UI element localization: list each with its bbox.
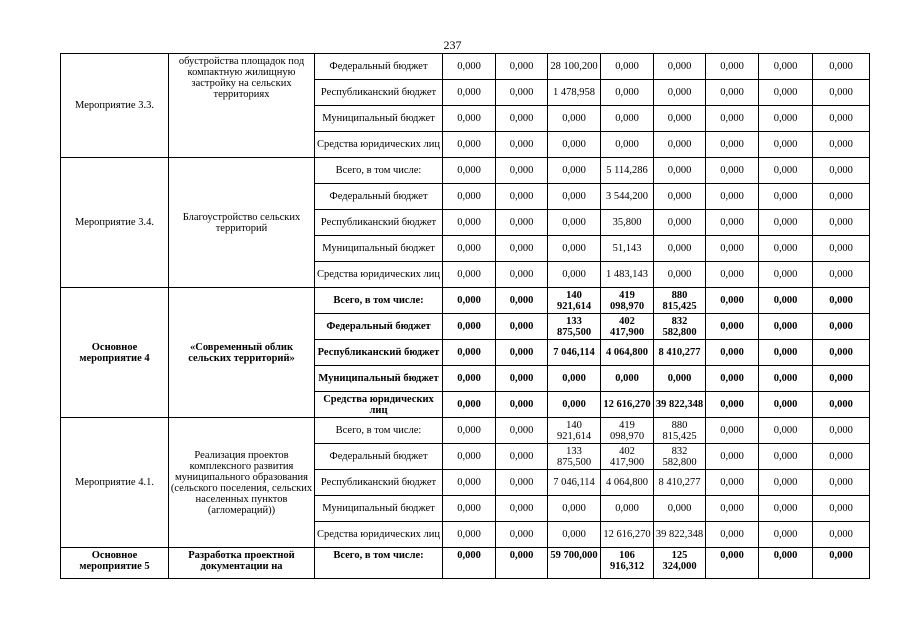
amount-cell: 140 921,614: [548, 288, 601, 314]
funding-source: Республиканский бюджет: [315, 470, 443, 496]
amount-cell: 0,000: [813, 418, 870, 444]
funding-source: Всего, в том числе:: [315, 158, 443, 184]
measure-description: Реализация проектов комплексного развития муниципального образования (сельского поселения, сельских населенных пунктов (агломераций)): [169, 418, 315, 548]
amount-cell: 0,000: [706, 392, 759, 418]
amount-cell: 8 410,277: [654, 470, 706, 496]
funding-source: Федеральный бюджет: [315, 314, 443, 340]
amount-cell: 0,000: [443, 184, 496, 210]
measure-description: Благоустройство сельских территорий: [169, 158, 315, 288]
amount-cell: 0,000: [654, 236, 706, 262]
funding-source: Федеральный бюджет: [315, 184, 443, 210]
amount-cell: 39 822,348: [654, 522, 706, 548]
amount-cell: 106 916,312: [601, 548, 654, 579]
amount-cell: 28 100,200: [548, 54, 601, 80]
amount-cell: 0,000: [496, 210, 548, 236]
amount-cell: 0,000: [759, 314, 813, 340]
measure-description: обустройства площадок под компактную жилищную застройку на сельских территориях: [169, 54, 315, 158]
amount-cell: 35,800: [601, 210, 654, 236]
amount-cell: 0,000: [496, 444, 548, 470]
amount-cell: 0,000: [759, 80, 813, 106]
amount-cell: 0,000: [706, 106, 759, 132]
amount-cell: 832 582,800: [654, 314, 706, 340]
amount-cell: 12 616,270: [601, 392, 654, 418]
amount-cell: 0,000: [706, 132, 759, 158]
amount-cell: 0,000: [759, 158, 813, 184]
amount-cell: 0,000: [548, 366, 601, 392]
amount-cell: 0,000: [706, 418, 759, 444]
amount-cell: 0,000: [759, 418, 813, 444]
amount-cell: 4 064,800: [601, 470, 654, 496]
amount-cell: 0,000: [548, 496, 601, 522]
funding-source: Всего, в том числе:: [315, 418, 443, 444]
amount-cell: 0,000: [654, 132, 706, 158]
amount-cell: 5 114,286: [601, 158, 654, 184]
amount-cell: 0,000: [443, 496, 496, 522]
page-number: 237: [443, 38, 462, 52]
amount-cell: 7 046,114: [548, 340, 601, 366]
amount-cell: 0,000: [443, 366, 496, 392]
amount-cell: 832 582,800: [654, 444, 706, 470]
amount-cell: 8 410,277: [654, 340, 706, 366]
amount-cell: 0,000: [548, 158, 601, 184]
amount-cell: 0,000: [601, 496, 654, 522]
amount-cell: 0,000: [759, 470, 813, 496]
measure-name: Основное мероприятие 5: [61, 548, 169, 579]
amount-cell: 0,000: [759, 548, 813, 579]
amount-cell: 0,000: [443, 340, 496, 366]
amount-cell: 0,000: [813, 236, 870, 262]
amount-cell: 0,000: [496, 366, 548, 392]
amount-cell: 0,000: [706, 548, 759, 579]
amount-cell: 0,000: [548, 106, 601, 132]
amount-cell: 0,000: [443, 80, 496, 106]
amount-cell: 0,000: [759, 106, 813, 132]
amount-cell: 0,000: [813, 496, 870, 522]
amount-cell: 0,000: [601, 132, 654, 158]
amount-cell: 0,000: [443, 54, 496, 80]
amount-cell: 7 046,114: [548, 470, 601, 496]
amount-cell: 0,000: [548, 236, 601, 262]
measure-description: «Современный облик сельских территорий»: [169, 288, 315, 418]
amount-cell: 0,000: [813, 366, 870, 392]
amount-cell: 0,000: [706, 366, 759, 392]
amount-cell: 0,000: [706, 470, 759, 496]
amount-cell: 140 921,614: [548, 418, 601, 444]
amount-cell: 0,000: [496, 262, 548, 288]
amount-cell: 0,000: [759, 522, 813, 548]
amount-cell: 0,000: [443, 314, 496, 340]
amount-cell: 0,000: [706, 158, 759, 184]
amount-cell: 0,000: [496, 340, 548, 366]
amount-cell: 0,000: [706, 496, 759, 522]
amount-cell: 0,000: [813, 548, 870, 579]
amount-cell: 0,000: [759, 132, 813, 158]
funding-source: Муниципальный бюджет: [315, 366, 443, 392]
amount-cell: 0,000: [759, 210, 813, 236]
amount-cell: 3 544,200: [601, 184, 654, 210]
amount-cell: 125 324,000: [654, 548, 706, 579]
amount-cell: 0,000: [813, 262, 870, 288]
amount-cell: 0,000: [496, 54, 548, 80]
amount-cell: 0,000: [813, 54, 870, 80]
amount-cell: 0,000: [706, 54, 759, 80]
amount-cell: 0,000: [654, 366, 706, 392]
amount-cell: 0,000: [496, 418, 548, 444]
amount-cell: 0,000: [706, 288, 759, 314]
amount-cell: 0,000: [654, 184, 706, 210]
amount-cell: 0,000: [548, 522, 601, 548]
amount-cell: 0,000: [601, 366, 654, 392]
amount-cell: 0,000: [759, 366, 813, 392]
amount-cell: 0,000: [654, 106, 706, 132]
amount-cell: 0,000: [496, 106, 548, 132]
amount-cell: 402 417,900: [601, 314, 654, 340]
amount-cell: 0,000: [443, 444, 496, 470]
amount-cell: 0,000: [443, 470, 496, 496]
amount-cell: 0,000: [496, 288, 548, 314]
funding-source: Муниципальный бюджет: [315, 496, 443, 522]
amount-cell: 0,000: [759, 262, 813, 288]
amount-cell: 0,000: [654, 54, 706, 80]
funding-source: Федеральный бюджет: [315, 444, 443, 470]
amount-cell: 0,000: [654, 80, 706, 106]
amount-cell: 0,000: [759, 288, 813, 314]
amount-cell: 0,000: [706, 444, 759, 470]
amount-cell: 0,000: [601, 80, 654, 106]
funding-source: Всего, в том числе:: [315, 288, 443, 314]
amount-cell: 0,000: [813, 106, 870, 132]
amount-cell: 419 098,970: [601, 288, 654, 314]
table-row: [61, 418, 870, 444]
funding-source: Федеральный бюджет: [315, 54, 443, 80]
amount-cell: 0,000: [813, 158, 870, 184]
amount-cell: 0,000: [759, 54, 813, 80]
amount-cell: 0,000: [759, 184, 813, 210]
amount-cell: 0,000: [759, 496, 813, 522]
amount-cell: 133 875,500: [548, 444, 601, 470]
amount-cell: 0,000: [496, 314, 548, 340]
funding-source: Средства юридических лиц: [315, 262, 443, 288]
amount-cell: 0,000: [759, 236, 813, 262]
amount-cell: 402 417,900: [601, 444, 654, 470]
amount-cell: 419 098,970: [601, 418, 654, 444]
amount-cell: 0,000: [443, 132, 496, 158]
measure-name: Мероприятие 3.3.: [61, 54, 169, 158]
amount-cell: 0,000: [706, 210, 759, 236]
amount-cell: 0,000: [813, 522, 870, 548]
amount-cell: 0,000: [548, 262, 601, 288]
amount-cell: 39 822,348: [654, 392, 706, 418]
amount-cell: 0,000: [496, 184, 548, 210]
funding-source: Республиканский бюджет: [315, 340, 443, 366]
amount-cell: 0,000: [443, 262, 496, 288]
funding-source: Муниципальный бюджет: [315, 106, 443, 132]
amount-cell: 0,000: [496, 496, 548, 522]
amount-cell: 0,000: [654, 496, 706, 522]
amount-cell: 1 478,958: [548, 80, 601, 106]
amount-cell: 0,000: [654, 210, 706, 236]
amount-cell: 133 875,500: [548, 314, 601, 340]
amount-cell: 0,000: [496, 470, 548, 496]
amount-cell: 0,000: [813, 80, 870, 106]
funding-source: Средства юридических лиц: [315, 522, 443, 548]
amount-cell: 0,000: [759, 340, 813, 366]
amount-cell: 0,000: [443, 418, 496, 444]
amount-cell: 0,000: [706, 340, 759, 366]
amount-cell: 0,000: [548, 392, 601, 418]
amount-cell: 0,000: [759, 392, 813, 418]
funding-source: Республиканский бюджет: [315, 210, 443, 236]
amount-cell: 0,000: [548, 210, 601, 236]
amount-cell: 0,000: [813, 444, 870, 470]
amount-cell: 4 064,800: [601, 340, 654, 366]
amount-cell: 0,000: [706, 80, 759, 106]
amount-cell: 0,000: [443, 236, 496, 262]
amount-cell: 0,000: [654, 158, 706, 184]
amount-cell: 0,000: [443, 548, 496, 579]
amount-cell: 0,000: [813, 392, 870, 418]
amount-cell: 0,000: [443, 288, 496, 314]
measure-description: Разработка проектной документации на: [169, 548, 315, 579]
amount-cell: 0,000: [813, 132, 870, 158]
funding-source: Республиканский бюджет: [315, 80, 443, 106]
amount-cell: 0,000: [443, 392, 496, 418]
amount-cell: 0,000: [443, 522, 496, 548]
amount-cell: 0,000: [654, 262, 706, 288]
amount-cell: 0,000: [601, 54, 654, 80]
measure-name: Мероприятие 3.4.: [61, 158, 169, 288]
amount-cell: 0,000: [813, 288, 870, 314]
amount-cell: 0,000: [706, 314, 759, 340]
amount-cell: 0,000: [813, 184, 870, 210]
funding-source: Средства юридических лиц: [315, 132, 443, 158]
amount-cell: 0,000: [496, 236, 548, 262]
amount-cell: 0,000: [443, 210, 496, 236]
amount-cell: 51,143: [601, 236, 654, 262]
table-row: [61, 54, 870, 80]
budget-table: [60, 53, 870, 579]
amount-cell: 0,000: [496, 548, 548, 579]
amount-cell: 0,000: [443, 106, 496, 132]
amount-cell: 0,000: [813, 340, 870, 366]
amount-cell: 59 700,000: [548, 548, 601, 579]
amount-cell: 0,000: [706, 236, 759, 262]
amount-cell: 0,000: [548, 132, 601, 158]
amount-cell: 0,000: [706, 262, 759, 288]
amount-cell: 0,000: [813, 210, 870, 236]
amount-cell: 0,000: [706, 184, 759, 210]
amount-cell: 0,000: [706, 522, 759, 548]
amount-cell: 880 815,425: [654, 418, 706, 444]
amount-cell: 0,000: [601, 106, 654, 132]
table-row: [61, 548, 870, 579]
funding-source: Муниципальный бюджет: [315, 236, 443, 262]
table-row: [61, 288, 870, 314]
measure-name: Мероприятие 4.1.: [61, 418, 169, 548]
amount-cell: 0,000: [496, 522, 548, 548]
amount-cell: 0,000: [548, 184, 601, 210]
amount-cell: 0,000: [496, 392, 548, 418]
amount-cell: 0,000: [813, 470, 870, 496]
amount-cell: 0,000: [496, 80, 548, 106]
amount-cell: 880 815,425: [654, 288, 706, 314]
amount-cell: 0,000: [813, 314, 870, 340]
measure-name: Основное мероприятие 4: [61, 288, 169, 418]
amount-cell: 0,000: [443, 158, 496, 184]
amount-cell: 1 483,143: [601, 262, 654, 288]
funding-source: Средства юридических лиц: [315, 392, 443, 418]
amount-cell: 12 616,270: [601, 522, 654, 548]
amount-cell: 0,000: [759, 444, 813, 470]
funding-source: Всего, в том числе:: [315, 548, 443, 579]
table-row: [61, 158, 870, 184]
amount-cell: 0,000: [496, 132, 548, 158]
amount-cell: 0,000: [496, 158, 548, 184]
